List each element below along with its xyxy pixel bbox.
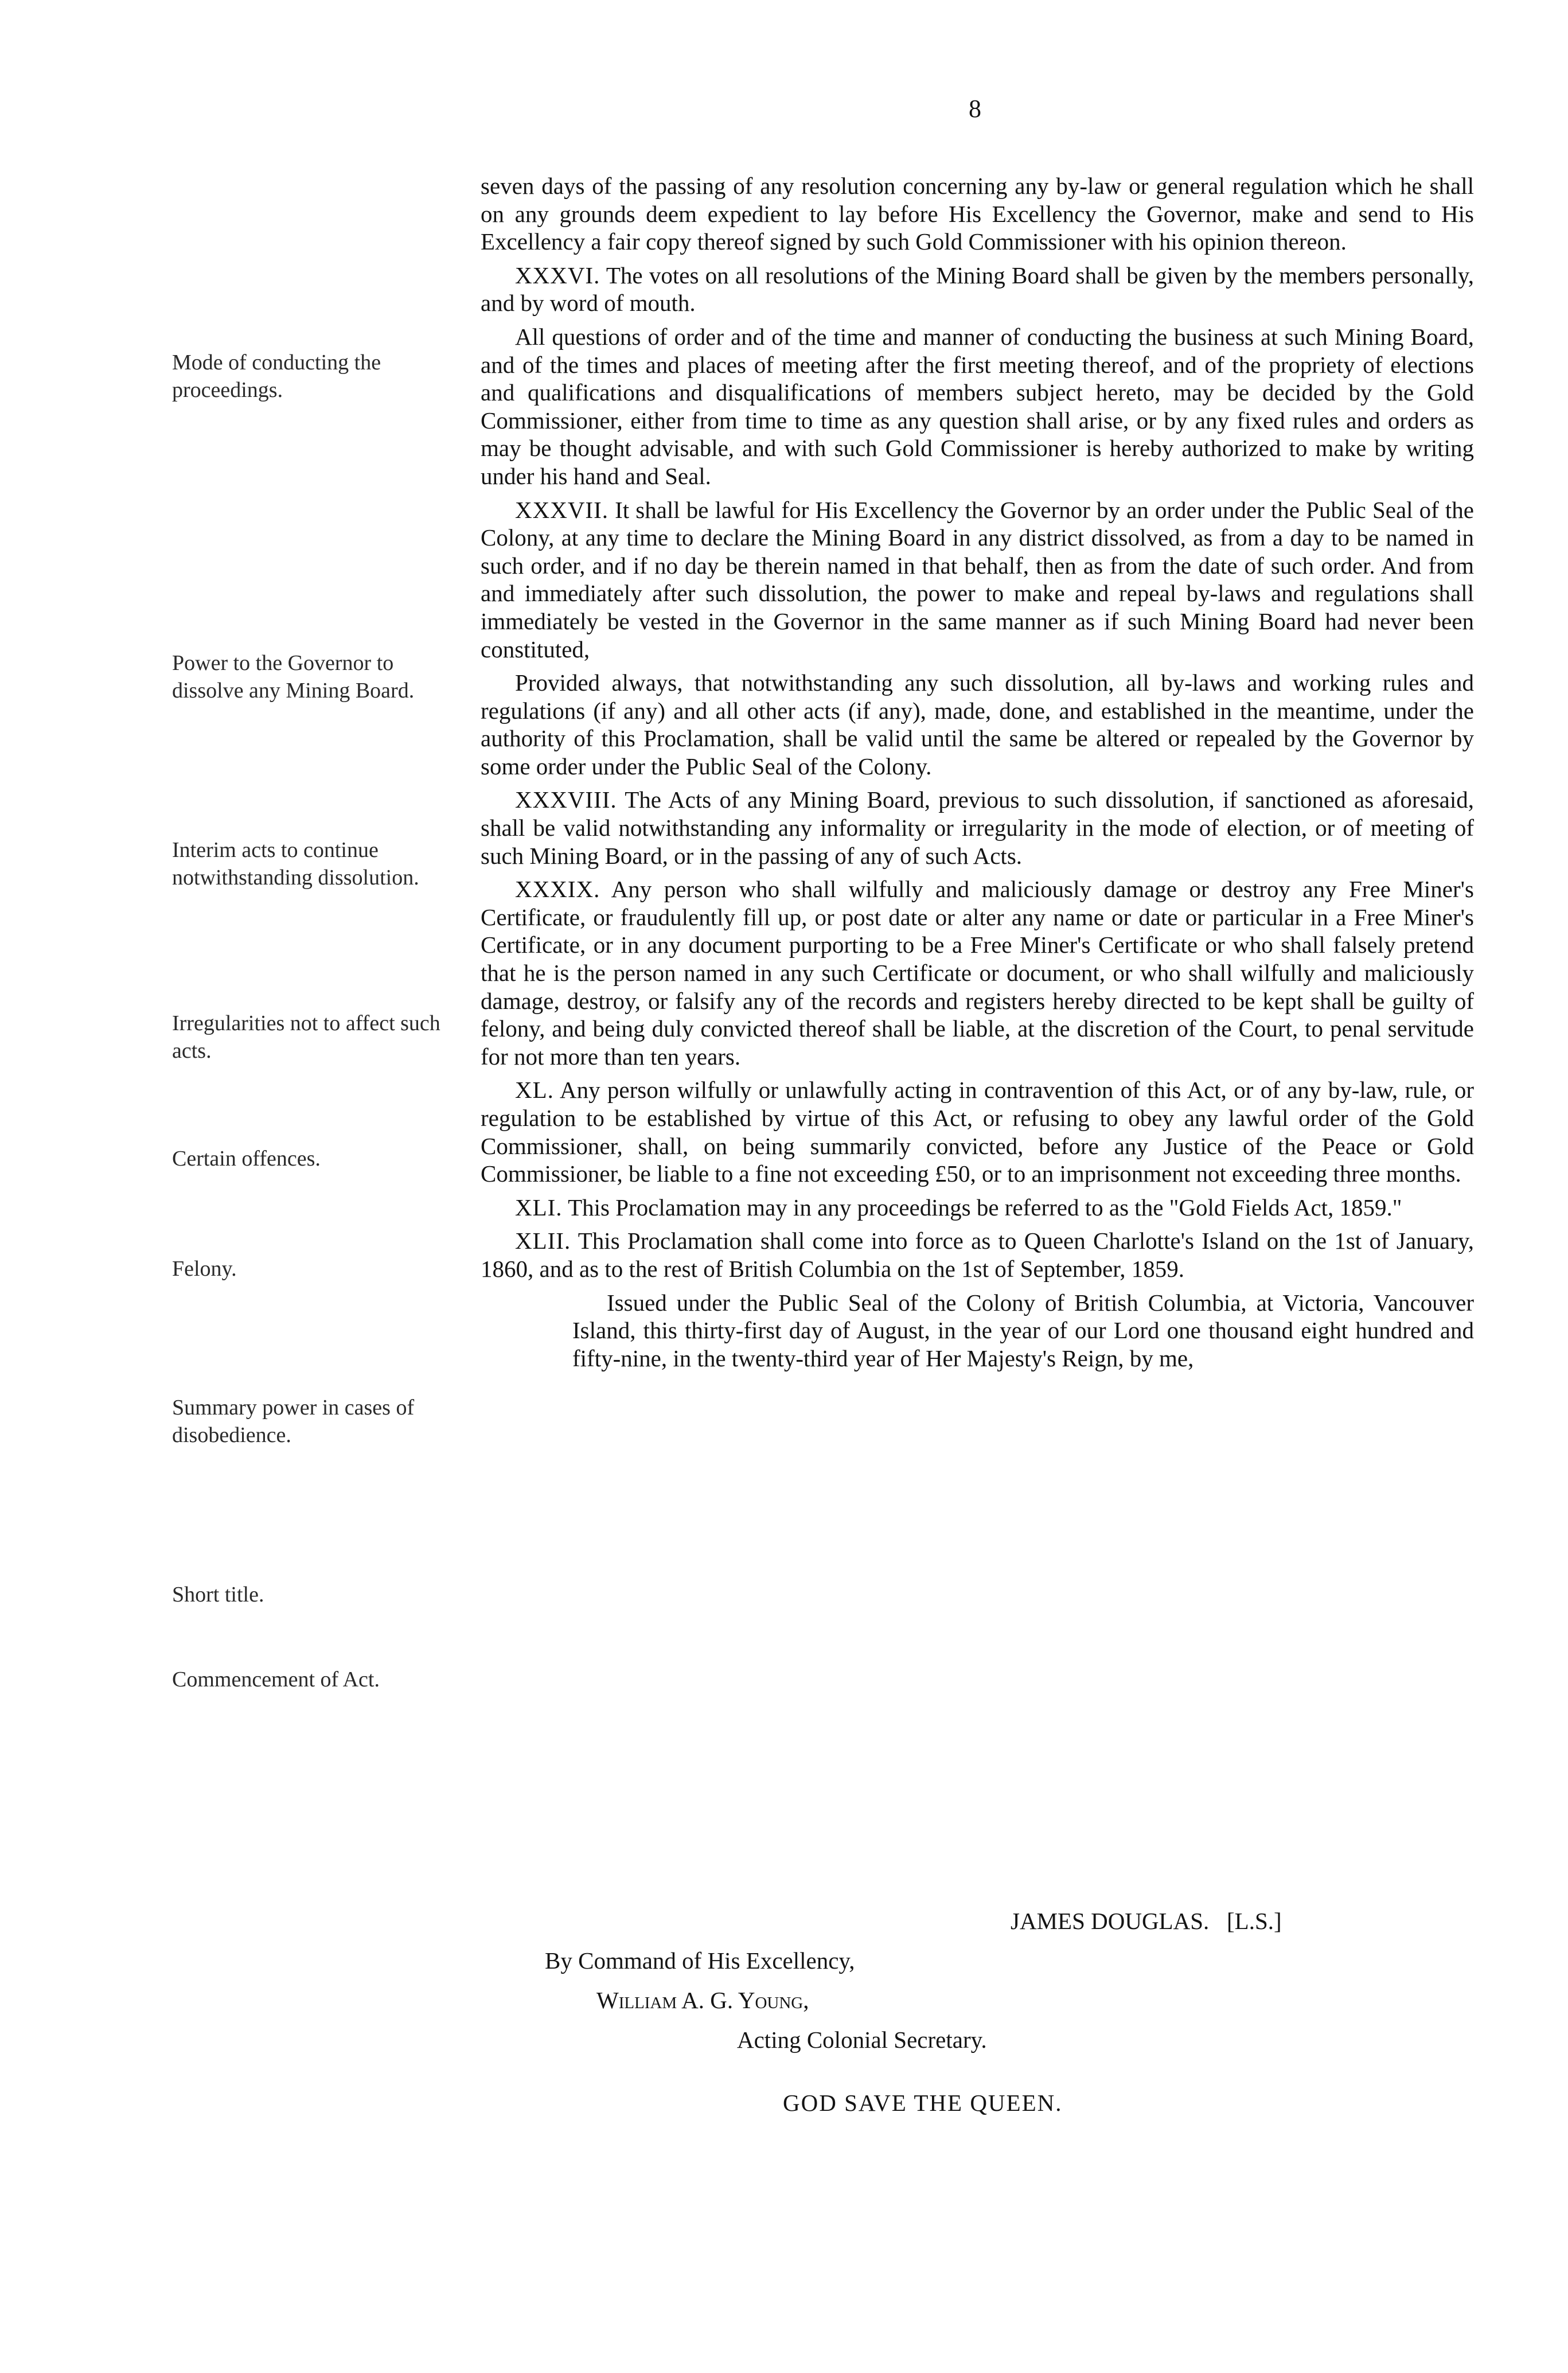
governor-signature: [1011, 1907, 1282, 1935]
margin-note-irregularities: Irregularities not to affect such acts.: [172, 1011, 440, 1063]
margin-note-power-to-dissolve: Power to the Governor to dissolve any Mining Board.: [172, 651, 415, 703]
seal-mark: [L.S.]: [1227, 1908, 1282, 1934]
section-number: XLI.: [515, 1194, 563, 1221]
by-command-line: By Command of His Excellency,: [545, 1947, 855, 1974]
continuation-paragraph: seven days of the passing of any resolution concerning any by-law or general regulation which he shall on any grounds deem expedient to lay before His Excellency the Governor, make and send to His Excellency a fair copy thereof signed by such Gold Commissioner with his opinion thereon.: [481, 173, 1474, 255]
section-xli: [481, 1194, 1474, 1222]
section-text: The votes on all resolutions of the Mining Board shall be given by the members personally, and by word of mouth.: [481, 262, 1474, 317]
section-number: XXXVIII.: [515, 786, 617, 813]
secretary-name: William A. G. Young,: [596, 1987, 809, 2013]
section-number: XL.: [515, 1077, 554, 1104]
margin-note-summary-power: Summary power in cases of disobedience.: [172, 1396, 415, 1447]
section-number: XXXIX.: [515, 876, 600, 903]
section-xxxvi-continued: All questions of order and of the time and manner of conducting the business at such Mining Board, and of the times and places of meeting after the first meeting thereof, and of the propriety of elections and qualifications and disqualifications of members subject hereto, may be decided by the Gold Commissioner, either from time to time as any question shall arise, or by any fixed rules and orders as may be thought advisable, and with such Gold Commissioner is hereby authorized to make by writing under his hand and Seal.: [481, 323, 1474, 489]
margin-note-felony: Felony.: [172, 1257, 237, 1281]
section-text: Any person wilfully or unlawfully acting in contravention of this Act, or of any by-law, rule, or regulation to be established by virtue of this Act, or refusing to obey any lawful order of the Gold Commissioner, shall, on being summarily convicted, before any Justice of the Peace or Gold Commissioner, be liable to a fine not exceeding £50, or to an imprisonment not exceeding three months.: [481, 1077, 1474, 1187]
margin-note-commencement: Commencement of Act.: [172, 1667, 380, 1692]
section-number: XXXVII.: [515, 496, 609, 523]
page-number: 8: [969, 95, 981, 123]
section-xxxvii-proviso: Provided always, that notwithstanding any such dissolution, all by-laws and working rules and regulations (if any) and all other acts (if any), made, done, and established in the meantime, under the authority of this Proclamation, shall be valid until the same be altered or repealed by the Governor by some order under the Public Seal of the Colony.: [481, 669, 1474, 780]
closing-line: GOD SAVE THE QUEEN.: [783, 2090, 1063, 2116]
governor-name: JAMES DOUGLAS.: [1011, 1908, 1210, 1934]
margin-note-certain-offences: Certain offences.: [172, 1147, 321, 1171]
section-text: Any person who shall wilfully and maliciously damage or destroy any Free Miner's Certificate, or fraudulently fill up, or post date or alter any name or date or particular in a Free Miner's Certificate, or in any document purporting to be a Free Miner's Certificate or who shall falsely pretend that he is the person named in any such Certificate or document, or who shall wilfully and maliciously damage, destroy, or falsify any of the records and registers hereby directed to be kept shall be guilty of felony, and being duly convicted thereof shall be liable, at the discretion of the Court, to penal servitude for not more than ten years.: [481, 876, 1474, 1070]
margin-note-interim-acts: Interim acts to continue notwithstanding dissolution.: [172, 838, 419, 890]
section-xxxviii: [481, 786, 1474, 870]
section-text: This Proclamation shall come into force as to Queen Charlotte's Island on the 1st of January, 1860, and as to the rest of British Columbia on the 1st of September, 1859.: [481, 1228, 1474, 1282]
section-number: XLII.: [515, 1228, 571, 1254]
section-xlii: [481, 1227, 1474, 1283]
section-text: It shall be lawful for His Excellency the Governor by an order under the Public Seal of the Colony, at any time to declare the Mining Board in any district dissolved, as from a day to be named in such order, and if no day be therein named in that behalf, then as from the date of such order. And from and immediately after such dissolution, the power to make and repeal by-laws and regulations shall immediately be vested in the Governor in the same manner as if such Mining Board had never been constituted,: [481, 496, 1475, 663]
section-xxxvii: [481, 496, 1474, 664]
section-xl: [481, 1076, 1474, 1187]
section-xxxvi: [481, 262, 1474, 317]
secretary-title: Acting Colonial Secretary.: [737, 2027, 987, 2053]
body-text-column: [481, 172, 1474, 1372]
section-text: This Proclamation may in any proceedings be referred to as the "Gold Fields Act, 1859.": [568, 1194, 1402, 1221]
issued-under-seal-paragraph: Issued under the Public Seal of the Colony of British Columbia, at Victoria, Vancouver Island, this thirty-first day of August, in the year of our Lord one thousand eight hundred and fifty-nine, in the twenty-third year of Her Majesty's Reign, by me,: [572, 1289, 1474, 1371]
margin-note-mode-of-conducting: Mode of conducting the proceedings.: [172, 350, 381, 402]
margin-note-short-title: Short title.: [172, 1583, 264, 1607]
section-text: The Acts of any Mining Board, previous to such dissolution, if sanctioned as aforesaid, shall be valid notwithstanding any informality or irregularity in the mode of election, or of meeting of such Mining Board, or in the passing of any of such Acts.: [481, 786, 1474, 869]
section-xxxix: [481, 875, 1474, 1070]
section-number: XXXVI.: [515, 262, 600, 289]
